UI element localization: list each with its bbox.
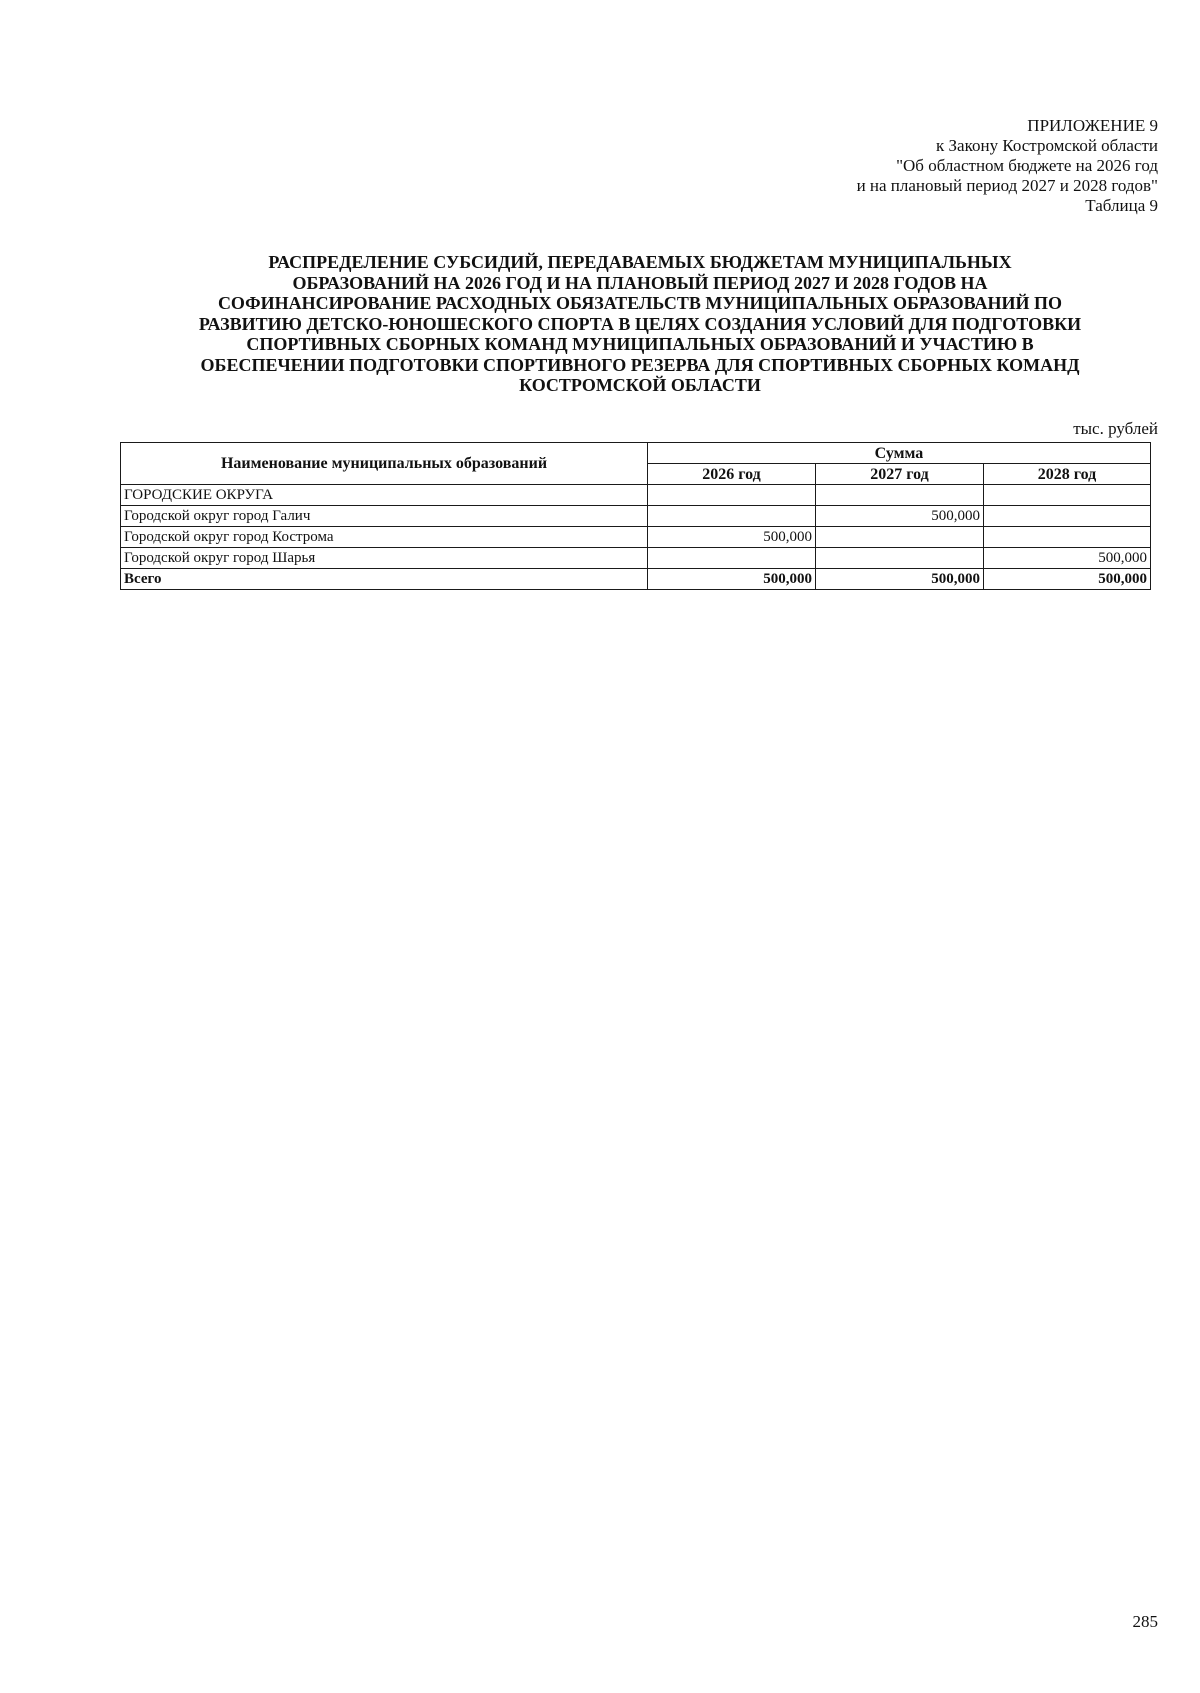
appendix-line: к Закону Костромской области <box>936 136 1158 155</box>
table-number: Таблица 9 <box>1085 196 1158 215</box>
title-line: ОБЕСПЕЧЕНИИ ПОДГОТОВКИ СПОРТИВНОГО РЕЗЕРВА ДЛЯ СПОРТИВНЫХ СБОРНЫХ КОМАНД <box>200 354 1080 375</box>
document-title <box>120 252 1160 396</box>
cell-2026 <box>648 548 816 569</box>
title-line: СОФИНАНСИРОВАНИЕ РАСХОДНЫХ ОБЯЗАТЕЛЬСТВ МУНИЦИПАЛЬНЫХ ОБРАЗОВАНИЙ ПО <box>217 293 1063 313</box>
cell-2027: 500,000 <box>816 506 984 527</box>
cell-2027 <box>816 485 984 506</box>
table-header-row <box>121 443 1151 464</box>
table-row <box>121 527 1151 548</box>
total-2027: 500,000 <box>816 569 984 590</box>
units-label: тыс. рублей <box>1073 419 1158 438</box>
appendix-line: и на плановый период 2027 и 2028 годов" <box>856 176 1158 195</box>
column-header-2028: 2028 год <box>984 464 1151 485</box>
title-line: РАСПРЕДЕЛЕНИЕ СУБСИДИЙ, ПЕРЕДАВАЕМЫХ БЮДЖЕТАМ МУНИЦИПАЛЬНЫХ <box>268 252 1012 272</box>
cell-2028 <box>984 506 1151 527</box>
title-line: РАЗВИТИЮ ДЕТСКО-ЮНОШЕСКОГО СПОРТА В ЦЕЛЯХ СОЗДАНИЯ УСЛОВИЙ ДЛЯ ПОДГОТОВКИ <box>198 313 1082 334</box>
total-2026: 500,000 <box>648 569 816 590</box>
cell-2027 <box>816 548 984 569</box>
table-row <box>121 485 1151 506</box>
table-row <box>121 548 1151 569</box>
total-label: Всего <box>121 569 648 590</box>
total-row <box>121 569 1151 590</box>
appendix-header <box>857 116 1158 216</box>
page-number: 285 <box>1132 1612 1158 1631</box>
row-name: Городской округ город Шарья <box>121 548 648 569</box>
cell-2028 <box>984 527 1151 548</box>
cell-2028: 500,000 <box>984 548 1151 569</box>
row-name: ГОРОДСКИЕ ОКРУГА <box>121 485 648 506</box>
column-header-2026: 2026 год <box>648 464 816 485</box>
subsidy-table-wrapper <box>120 442 1150 590</box>
cell-2027 <box>816 527 984 548</box>
total-2028: 500,000 <box>984 569 1151 590</box>
subsidy-table <box>120 442 1151 590</box>
cell-2026 <box>648 506 816 527</box>
table-row <box>121 506 1151 527</box>
title-line: СПОРТИВНЫХ СБОРНЫХ КОМАНД МУНИЦИПАЛЬНЫХ ОБРАЗОВАНИЙ И УЧАСТИЮ В <box>246 334 1034 354</box>
column-header-name: Наименование муниципальных образований <box>121 443 648 485</box>
cell-2026 <box>648 485 816 506</box>
row-name: Городской округ город Кострома <box>121 527 648 548</box>
title-line: ОБРАЗОВАНИЙ НА 2026 ГОД И НА ПЛАНОВЫЙ ПЕРИОД 2027 И 2028 ГОДОВ НА <box>292 272 988 293</box>
column-header-sum: Сумма <box>648 443 1151 464</box>
appendix-line: "Об областном бюджете на 2026 год <box>896 156 1158 175</box>
cell-2026: 500,000 <box>648 527 816 548</box>
row-name: Городской округ город Галич <box>121 506 648 527</box>
cell-2028 <box>984 485 1151 506</box>
appendix-line: ПРИЛОЖЕНИЕ 9 <box>1027 116 1158 135</box>
title-line: КОСТРОМСКОЙ ОБЛАСТИ <box>519 375 761 395</box>
column-header-2027: 2027 год <box>816 464 984 485</box>
